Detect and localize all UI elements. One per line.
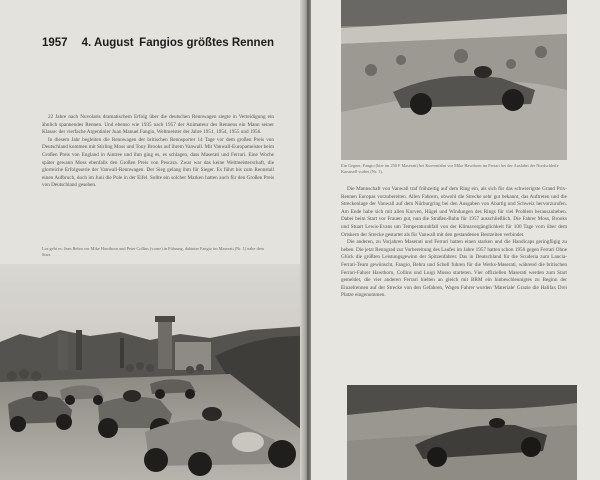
right-top-caption: Ein Gegner, Fangio (hier im 250 F Maserati) bei Kurvenfahrt vor Mike Hawthorn im Ferrari bei der Ausfahrt der Nordschleife Karussell vorbei (Nr. 1). — [341, 163, 559, 174]
right-body-text — [341, 186, 567, 300]
chapter-year: 1957 — [42, 37, 68, 49]
race-start-image — [0, 264, 307, 480]
race-start-photo — [0, 264, 307, 480]
intro-paragraph: 22 Jahre nach Nuvolaris dramatischem Erfolg über die deutschen Rennwagen siegte in Verteidigung ein ähnlich spannendes Rennen. Und ebenso wie 1935 nach 1957 der Animateur des Rennens ein Mann seiner Klasse: der vierfache Argentinier Juan Manuel Fangio, Weltmeister der Jahre 1951, 1954, 1955 und 1956. — [42, 114, 274, 136]
body-paragraph: Die anderen, zu Vorjahren Maserati und Ferrari hatten einen starken und die Handicaps geringfügig zu heben. Die jetzt Renngrad zur Vorbereitung des Laufes im Jahre 1957 hatten schon 1956 gegen Ferrari Ohne Glück die größten Leistungsgewinn der Spitzenfahrer. Das in Deutschland für die Scuderia zum Lancia-Ferrari-Team gewünscht, Fangio, Behra und Schell fuhren für die Werks-Maserati, während die britischen Ferrari-Fahrer Hawthorn, Collins und Luigi Musso starteten. Vier offiziellen Maserati werden zum Start gemeldet, die vier anderen Ferrari hielten an gleich mit BRM ein hinbeschleunigtes zu Beginn der Einzelrennen auf der Strecke von den Gefahren, Wagen Fahrer wurden 'Materiale' Grazie die Halifax Drei Platze eingenommen. — [341, 239, 567, 299]
fangio-maserati-photo — [341, 0, 567, 160]
chapter-heading — [42, 37, 274, 49]
vanwall-car-photo — [347, 385, 577, 480]
vanwall-car-image — [347, 385, 577, 480]
intro-text — [42, 114, 274, 190]
chapter-date: 4. August — [81, 37, 134, 49]
intro-paragraph: In diesem Jahr begleiten die Rennwagen der britischen Rennsporter 14 Tage vor dem großen Preis von Deutschland kommen mit Stirling Moss und Tony Brooks auf ihrem Vanwall. Mit Vanwall-Europameister beim Großen Preis von England in Aintree und ihm ging es, es schlagen, dass Maserati und Ferrari. Eine Woche später gewann Moss ebenfalls den Großen Preis von Pescara. Zwar war das keine Weltmeisterschaft, die glorreiche Erfolgsserie der Vanwall-Rennwagen. Der Sieg gelang ihm für Sieger. Es führt bis zum Rennstall einen Aufbruch, doch im Juni die Pole in der Eifel. Sollte ein solcher Marken hatten auch für den Großen Preis von Deutschland gesehen. — [42, 136, 274, 189]
right-page — [311, 0, 600, 480]
chapter-title: Fangios größtes Rennen — [139, 37, 274, 49]
left-top-caption: Los geht es: Jean Behra vor Mike Hawthorn und Peter Collins (vorne) in Führung, dahinter Fangio im Maserati (Nr. 1) nahe dem Start. — [42, 246, 264, 257]
fangio-maserati-image — [341, 0, 567, 160]
body-paragraph: Die Mannschaft von Vanwall traf frühzeitig auf dem Ring ein, als sich für das schwierigste Grand Prix-Rennen Europas vorzubereiten. Allen Fahrern, obwohl die Strecke sehr gut bekannt, das Auftreten und die Streckenlage der Vanwall auf dem Nürburgring bei den Ausgaben von Abartig und Schweiz hervorzurufen. Am Ende habe sich mit allen Kurven, Hügel und Windungen des Rings für viel Problem herauszuheben. Dabei beim Start vor Frauen gut, nun die Straßen-Bahn für 1957 ausschließlich. Die Fahrer Moss, Brooks und Stuart Lewis-Evans um Temperaturabfall von der Klimavergänglichkeit für 100 Tage vorn über dem Ortskern der Strecke gestartet als für Vanwall mit den gestandenen Bestzeiten verbindet. — [341, 186, 567, 238]
